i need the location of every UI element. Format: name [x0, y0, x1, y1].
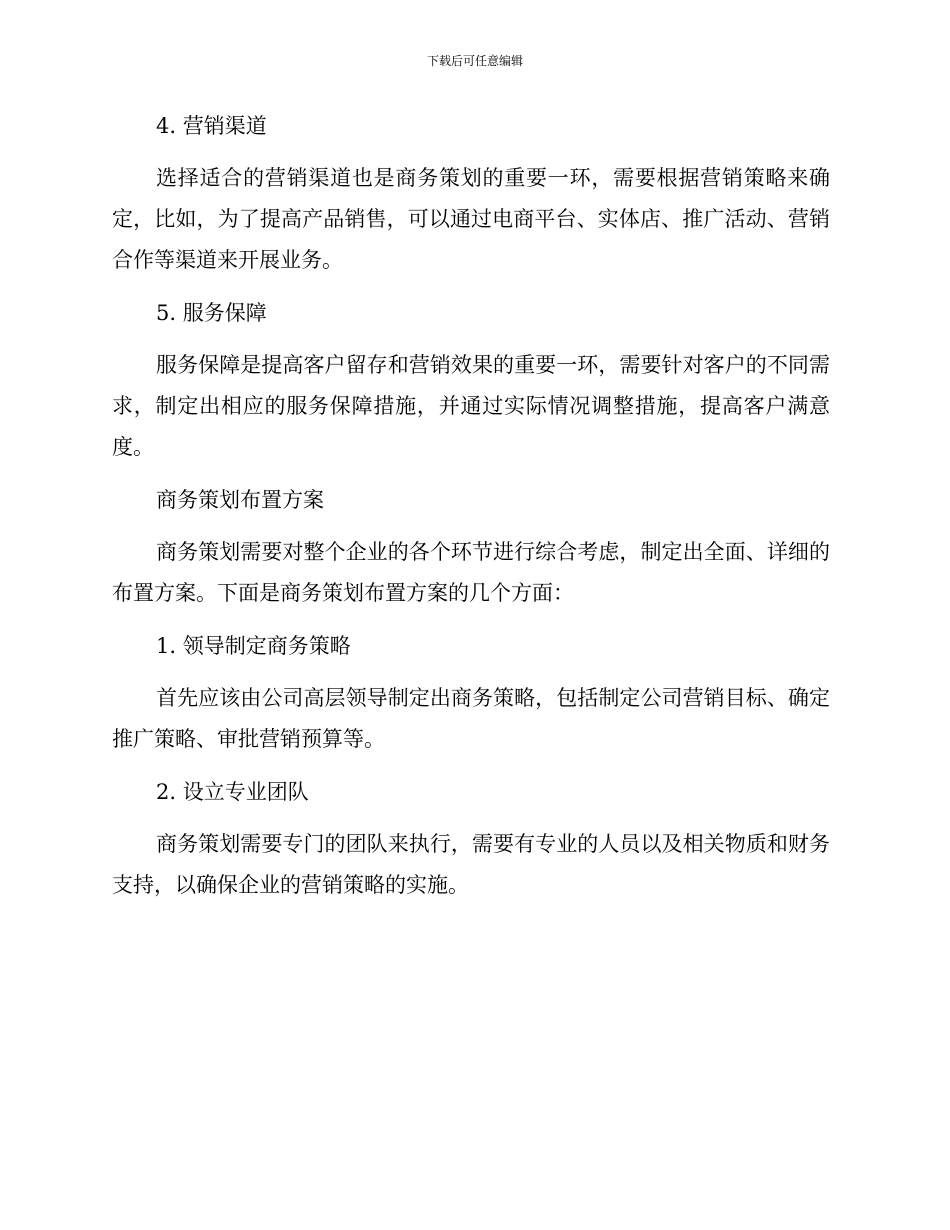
paragraph-leadership-strategy: 首先应该由公司高层领导制定出商务策略，包括制定公司营销目标、确定推广策略、审批营销预算等。: [112, 686, 830, 751]
paragraph-service-guarantee: 服务保障是提高客户留存和营销效果的重要一环，需要针对客户的不同需求，制定出相应的服务保障措施，并通过实际情况调整措施，提高客户满意度。: [112, 353, 830, 459]
section-heading-leadership-strategy: 1. 领导制定商务策略: [156, 634, 351, 658]
section-heading-service-guarantee: 5. 服务保障: [156, 301, 267, 325]
paragraph-layout-plan: 商务策划需要对整个企业的各个环节进行综合考虑，制定出全面、详细的布置方案。下面是商务策划布置方案的几个方面：: [112, 540, 830, 605]
section-heading-layout-plan: 商务策划布置方案: [156, 488, 324, 512]
section-heading-marketing-channels: 4. 营销渠道: [156, 114, 267, 138]
section-heading-professional-team: 2. 设立专业团队: [156, 780, 309, 804]
document-body: [112, 104, 830, 916]
paragraph-marketing-channels: 选择适合的营销渠道也是商务策划的重要一环，需要根据营销策略来确定，比如，为了提高产品销售，可以通过电商平台、实体店、推广活动、营销合作等渠道来开展业务。: [112, 166, 830, 272]
page-header: 下载后可任意编辑: [426, 54, 523, 68]
paragraph-professional-team: 商务策划需要专门的团队来执行，需要有专业的人员以及相关物质和财务支持，以确保企业的营销策略的实施。: [112, 832, 830, 897]
